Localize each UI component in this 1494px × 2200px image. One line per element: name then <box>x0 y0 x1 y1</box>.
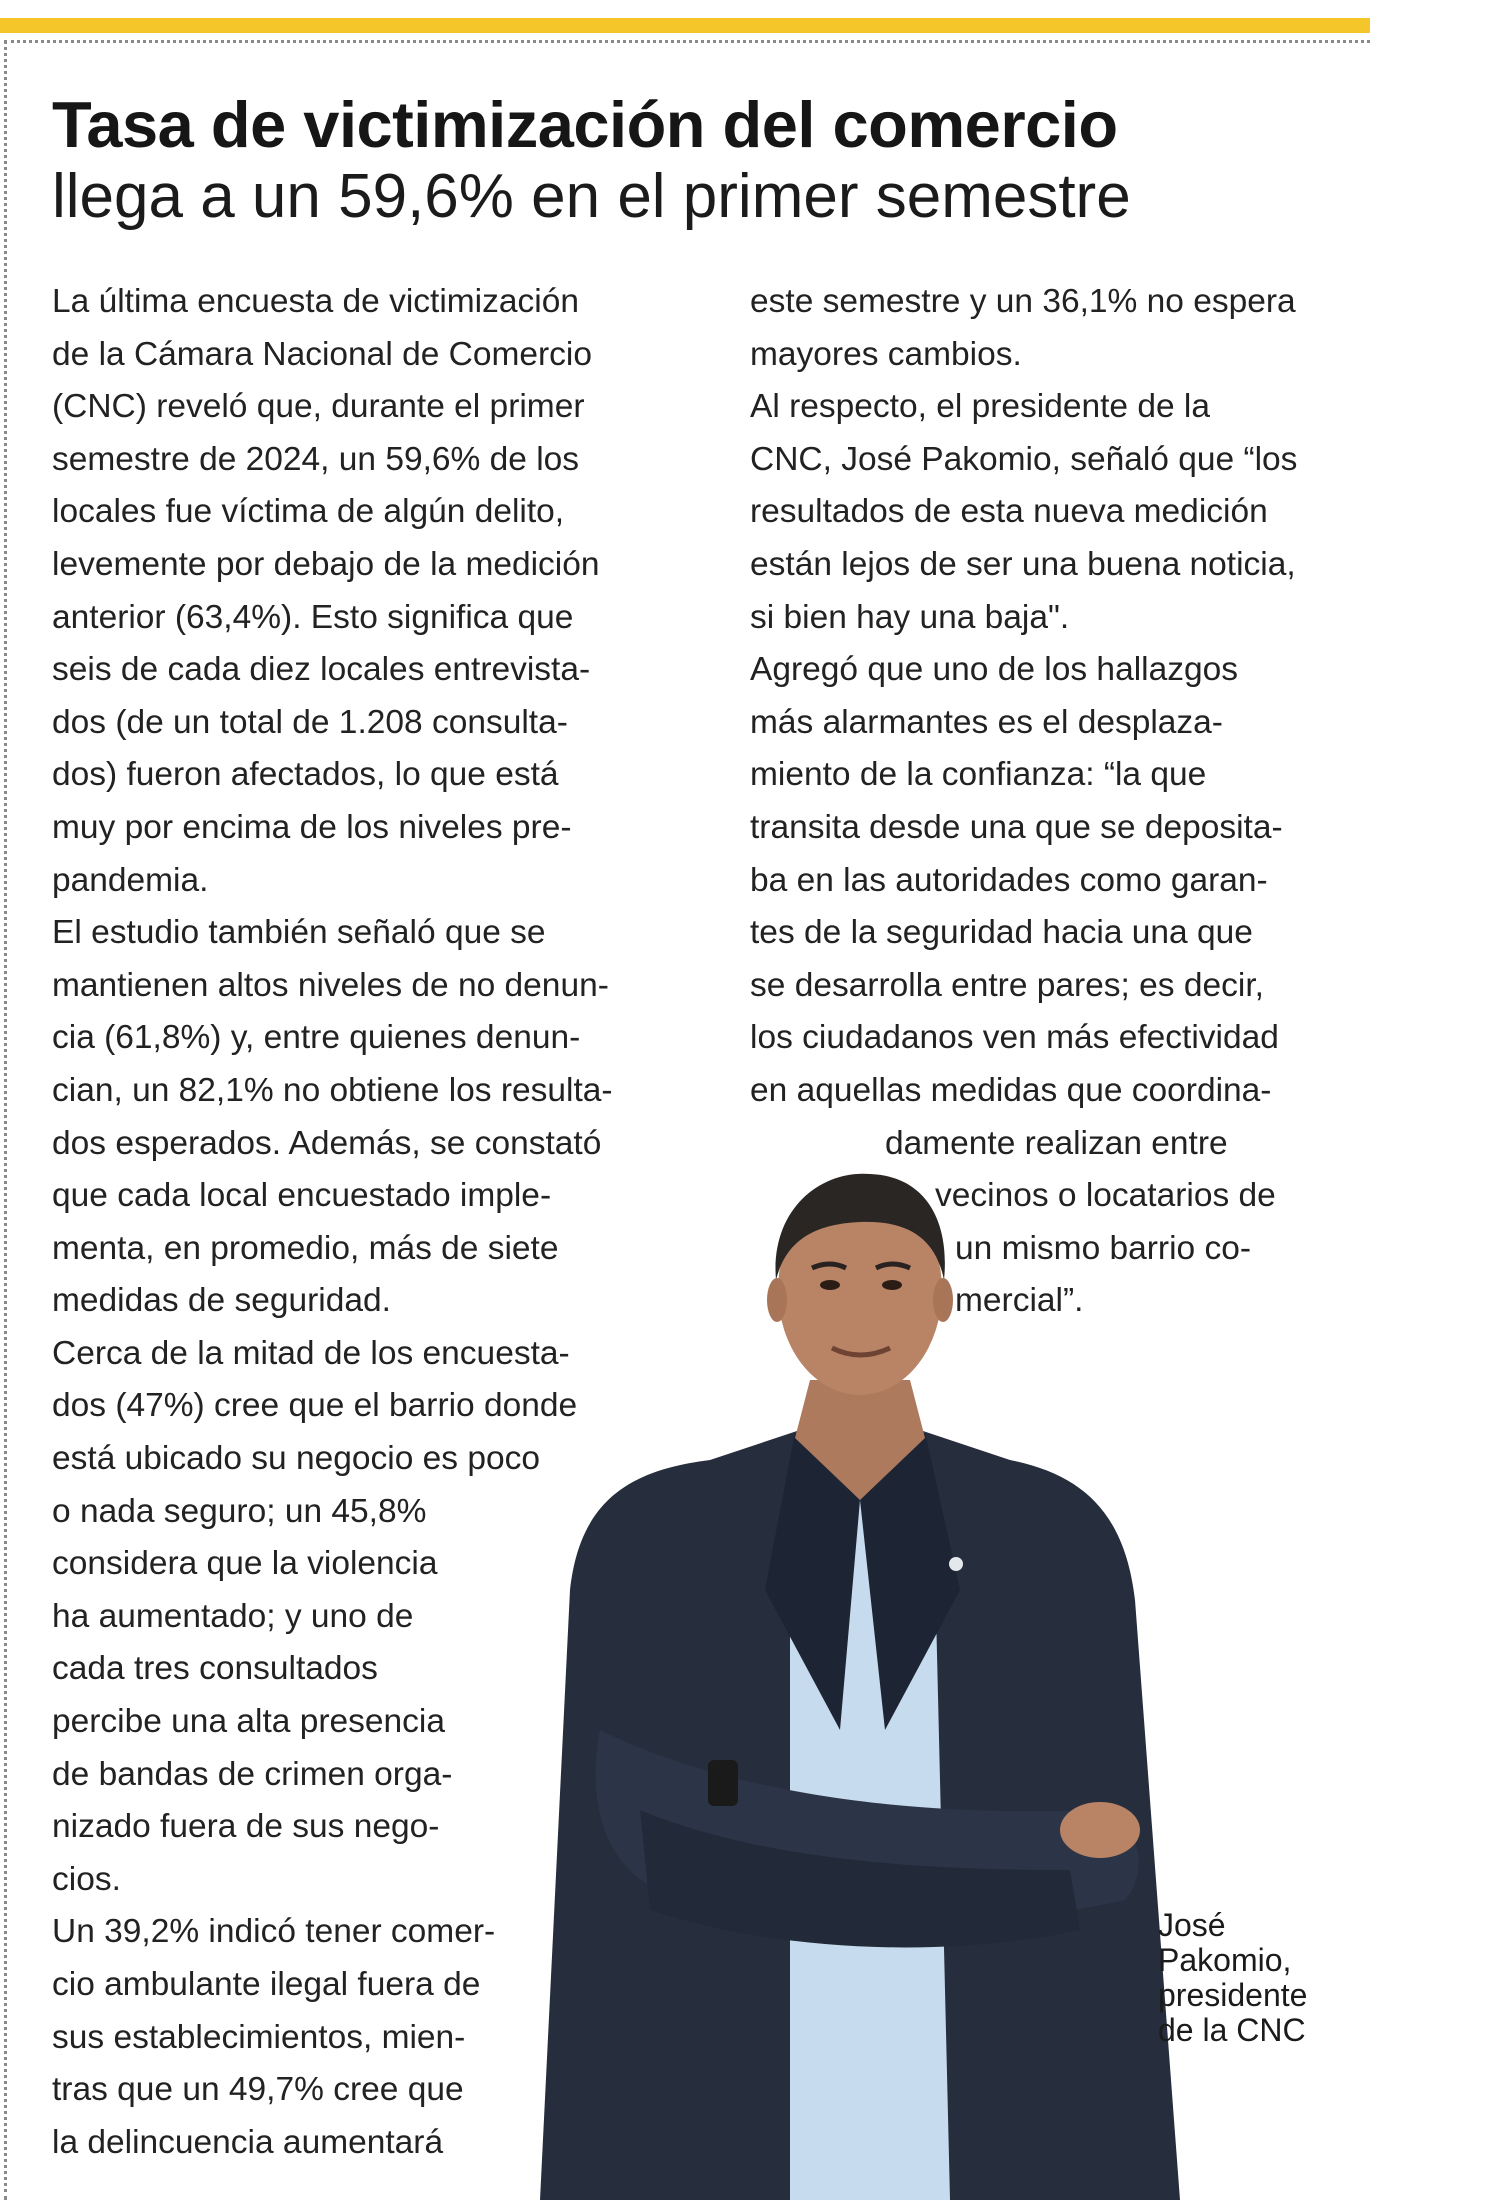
paragraph-line: un mismo barrio co- <box>955 1229 1252 1267</box>
wristwatch <box>708 1760 738 1806</box>
headline-subtitle: llega a un 59,6% en el primer semestre <box>52 162 1131 231</box>
headline-bold: Tasa de victimización del comercio <box>52 88 1118 161</box>
accent-bar <box>0 18 1370 33</box>
paragraph: Cerca de la mitad de los encuesta- dos (47%) cree que el barrio donde está ubicado su negocio es poco o nada seguro; un 45,8% considera que la violencia ha aumentado; y uno de cada tres consultados percibe una alta presencia de bandas de crimen orga- nizado fuera de sus nego- cios. <box>52 1334 578 1898</box>
paragraph: Al respecto, el presidente de la CNC, José Pakomio, señaló que “los resultados de esta nueva medición están lejos de ser una buena noticia, si bien hay una baja". <box>750 388 1298 636</box>
headline <box>52 88 1352 232</box>
paragraph-line: damente realizan entre <box>885 1124 1228 1162</box>
photo-caption: José Pakomio, presidente de la CNC <box>1158 1907 1308 2048</box>
paragraph: este semestre y un 36,1% no espera mayores cambios. <box>750 283 1296 373</box>
paragraph-line: vecinos o locatarios de <box>935 1177 1276 1215</box>
dotted-border-left <box>4 40 7 2200</box>
paragraph: Agregó que uno de los hallazgos más alarmantes es el desplaza- miento de la confianza: “la que transita desde una que se deposita- ba en las autoridades como garan- tes de la seguridad hacia una que se desarrolla entre pares; es decir, los ciudadanos ven más efectividad en aquellas medidas que coordina- <box>750 651 1283 1109</box>
paragraph: El estudio también señaló que se mantienen altos niveles de no denun- cia (61,8%) y, entre quienes denun- cian, un 82,1% no obtiene los resulta- dos esperados. Además, se constató que cada local encuestado imple- menta, en promedio, más de siete medidas de seguridad. <box>52 914 613 1320</box>
hand <box>1060 1802 1140 1858</box>
dotted-border-top <box>4 40 1370 43</box>
paragraph-line: mercial”. <box>955 1282 1084 1320</box>
lapel-pin <box>949 1557 963 1571</box>
paragraph: La última encuesta de victimización de la Cámara Nacional de Comercio (CNC) reveló que, durante el primer semestre de 2024, un 59,6% de los locales fue víctima de algún delito, levemente por debajo de la medición anterior (63,4%). Esto significa que seis de cada diez locales entrevista- dos (de un total de 1.208 consulta- dos) fueron afectados, lo que está muy por encima de los niveles pre- pandemia. <box>52 283 600 899</box>
portrait-photo <box>540 1170 1180 2200</box>
paragraph: Un 39,2% indicó tener comer- cio ambulante ilegal fuera de sus establecimientos, mien- tras que un 49,7% cree que la delincuencia aumentará <box>52 1913 496 2161</box>
